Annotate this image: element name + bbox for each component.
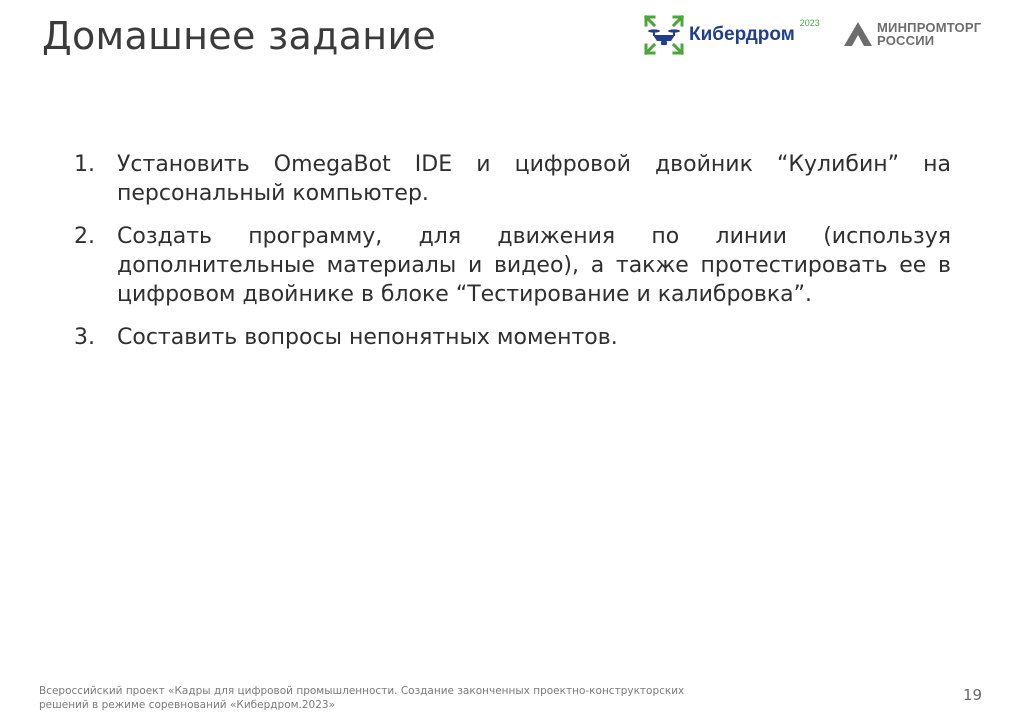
task-text: Составить вопросы непонятных моментов. <box>117 325 618 350</box>
minpromtorg-line2: РОССИИ <box>877 33 935 48</box>
footer-line2: решений в режиме соревнований «Кибердром.2023» <box>39 699 336 711</box>
task-number: 1. <box>74 152 95 177</box>
kiberdrom-name <box>689 18 820 46</box>
kiberdrom-logo <box>643 14 820 56</box>
slide-title: Домашнее задание <box>42 14 437 58</box>
task-text: Установить OmegaBot IDE и цифровой двойник “Кулибин” на персональный компьютер. <box>117 152 951 206</box>
page-number: 19 <box>963 686 983 704</box>
task-number: 2. <box>74 224 95 249</box>
minpromtorg-logo <box>842 20 981 48</box>
footer-text <box>39 684 719 712</box>
minpromtorg-text <box>877 21 981 47</box>
task-item <box>74 222 951 309</box>
kiberdrom-name-text: Кибердром <box>689 24 795 45</box>
task-text: Создать программу, для движения по линии (используя дополнительные материалы и видео), а также протестировать ее в цифровом двойнике в блоке “Тестирование и калибровка”. <box>117 224 951 307</box>
minpromtorg-emblem-icon <box>842 20 874 48</box>
minpromtorg-line1: МИНПРОМТОРГ <box>877 20 982 35</box>
task-item <box>74 323 951 352</box>
kiberdrom-year: 2023 <box>799 18 820 28</box>
task-number: 3. <box>74 325 95 350</box>
footer-line1: Всероссийский проект «Кадры для цифровой промышленности. Создание законченных проектно-конструкторских <box>39 685 685 697</box>
task-list <box>74 150 951 366</box>
task-item <box>74 150 951 208</box>
drone-icon <box>643 14 685 56</box>
